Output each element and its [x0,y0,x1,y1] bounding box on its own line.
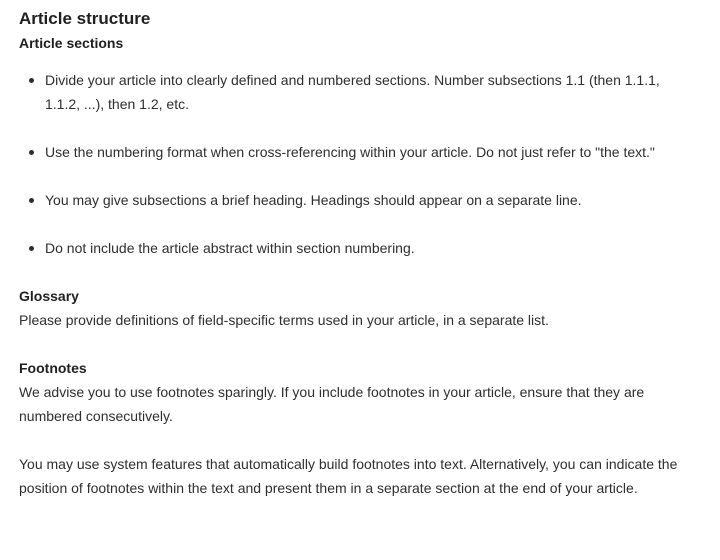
footnotes-heading: Footnotes [19,360,87,376]
bullet-icon [29,246,34,251]
list-item-text: You may give subsections a brief heading. Headings should appear on a separate line. [45,192,582,208]
list-item-text: Use the numbering format when cross-referencing within your article. Do not just refer to "the text." [45,144,655,160]
footnotes-paragraph: You may use system features that automatically build footnotes into text. Alternatively, you can indicate the position of footnotes within the text and present them in a separate section at the end of your article. [19,456,678,496]
list-item [19,140,696,164]
list-item-text: Divide your article into clearly defined and numbered sections. Number subsections 1.1 (then 1.1.1, 1.1.2, ...), then 1.2, etc. [45,72,660,112]
list-item [19,188,696,212]
list-item-text: Do not include the article abstract within section numbering. [45,240,415,256]
glossary-text: Please provide definitions of field-specific terms used in your article, in a separate list. [19,312,549,328]
article-sections-list [19,68,696,260]
bullet-icon [29,150,34,155]
glossary-section [19,284,696,332]
glossary-heading: Glossary [19,288,79,304]
bullet-icon [29,198,34,203]
page-title: Article structure [19,9,151,28]
article-sections-heading: Article sections [19,35,124,51]
bullet-icon [29,78,34,83]
list-item [19,68,696,116]
list-item [19,236,696,260]
footnotes-paragraph: We advise you to use footnotes sparingly. If you include footnotes in your article, ensure that they are numbered consecutively. [19,384,645,424]
footnotes-section [19,356,696,500]
